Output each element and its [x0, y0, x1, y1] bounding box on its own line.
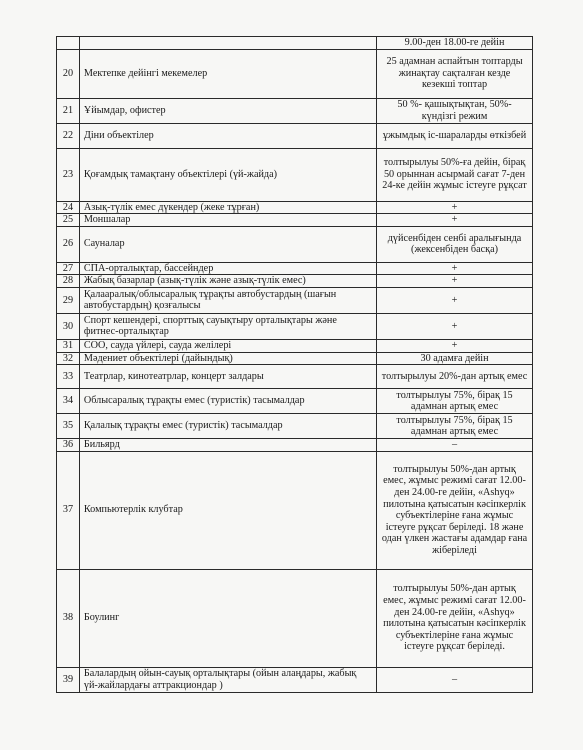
row-number: 37 [57, 451, 80, 569]
restriction-status: толтырылуы 50%-дан артық емес, жұмыс режимі сағат 12.00-ден 24.00-ге дейін, «Ashyq» пилотына қатысатын кәсіпкерлік субъектілеріне ғана жұмыс істеуге рұқсат беріледі. [377, 569, 533, 667]
row-number: 20 [57, 49, 80, 98]
facility-name: СОО, сауда үйлері, сауда желілері [79, 339, 376, 352]
facility-name: Боулинг [79, 569, 376, 667]
row-number: 30 [57, 313, 80, 339]
row-number: 21 [57, 98, 80, 123]
facility-name: Ұйымдар, офистер [79, 98, 376, 123]
facility-name: Қалааралық/облысаралық тұрақты автобустардың (шағын автобустардың) қозғалысы [79, 287, 376, 313]
restriction-status: + [377, 214, 533, 227]
restriction-status: ұжымдық іс-шараларды өткізбей [377, 123, 533, 148]
restriction-status: – [377, 439, 533, 452]
facility-name: Компьютерлік клубтар [79, 451, 376, 569]
restriction-status: 9.00-ден 18.00-ге дейін [377, 37, 533, 50]
table-row [57, 287, 533, 313]
facility-name: Мектепке дейінгі мекемелер [79, 49, 376, 98]
facility-name: Мәдениет объектілері (дайындық) [79, 352, 376, 365]
table-row [57, 569, 533, 667]
facility-name: Қалалық тұрақты емес (туристік) тасымалдар [79, 414, 376, 439]
restriction-status: толтырылуы 20%-дан артық емес [377, 365, 533, 389]
row-number: 39 [57, 667, 80, 692]
facility-name: Балалардың ойын-сауық орталықтары (ойын алаңдары, жабық үй-жайлардағы аттракциондар ) [79, 667, 376, 692]
restriction-status: толтырылуы 75%, бірақ 15 адамнан артық емес [377, 389, 533, 414]
row-number: 23 [57, 148, 80, 201]
restriction-status: + [377, 287, 533, 313]
row-number: 27 [57, 262, 80, 275]
table-row [57, 49, 533, 98]
table-row [57, 389, 533, 414]
facility-name: Азық-түлік емес дүкендер (жеке тұрған) [79, 201, 376, 214]
facility-name [79, 37, 376, 50]
table-row [57, 201, 533, 214]
table-row [57, 313, 533, 339]
restriction-status: толтырылуы 50%-ға дейін, бірақ 50 орыннан асырмай сағат 7-ден 24-ке дейін жұмыс істеуге рұқсат [377, 148, 533, 201]
facility-name: Моншалар [79, 214, 376, 227]
row-number: 24 [57, 201, 80, 214]
restriction-status: 25 адамнан аспайтын топтарды жинақтау сақталған кезде кезекші топтар [377, 49, 533, 98]
facility-name: СПА-орталықтар, бассейндер [79, 262, 376, 275]
restriction-status: + [377, 275, 533, 288]
table-row [57, 262, 533, 275]
facility-name: Сауналар [79, 226, 376, 262]
facility-name: Жабық базарлар (азық-түлік және азық-түлік емес) [79, 275, 376, 288]
row-number: 29 [57, 287, 80, 313]
restriction-status: + [377, 201, 533, 214]
table-row [57, 275, 533, 288]
table-row [57, 98, 533, 123]
row-number: 32 [57, 352, 80, 365]
row-number: 36 [57, 439, 80, 452]
restriction-status: – [377, 667, 533, 692]
table-row [57, 439, 533, 452]
table-row [57, 414, 533, 439]
facility-name: Облысаралық тұрақты емес (туристік) тасымалдар [79, 389, 376, 414]
facility-name: Діни объектілер [79, 123, 376, 148]
restriction-status: дүйсенбіден сенбі аралығында (жексенбіден басқа) [377, 226, 533, 262]
table-row [57, 352, 533, 365]
row-number: 34 [57, 389, 80, 414]
row-number: 31 [57, 339, 80, 352]
row-number: 33 [57, 365, 80, 389]
restrictions-table [56, 36, 533, 693]
restriction-status: толтырылуы 75%, бірақ 15 адамнан артық емес [377, 414, 533, 439]
table-row [57, 214, 533, 227]
table-row [57, 148, 533, 201]
row-number: 26 [57, 226, 80, 262]
restriction-status: 50 %- қашықтықтан, 50%- күндізгі режим [377, 98, 533, 123]
table-row [57, 339, 533, 352]
table-row [57, 123, 533, 148]
restriction-status: толтырылуы 50%-дан артық емес, жұмыс режимі сағат 12.00-ден 24.00-ге дейін, «Ashyq» пилотына қатысатын кәсіпкерлік субъектілеріне ғана жұмыс істеуге рұқсат беріледі. 18 және одан үлкен жастағы адамдар ғана жіберіледі [377, 451, 533, 569]
restriction-status: 30 адамға дейін [377, 352, 533, 365]
restriction-status: + [377, 262, 533, 275]
facility-name: Қоғамдық тамақтану объектілері (үй-жайда) [79, 148, 376, 201]
row-number: 35 [57, 414, 80, 439]
facility-name: Спорт кешендері, спорттық сауықтыру орталықтары және фитнес-орталықтар [79, 313, 376, 339]
row-number: 22 [57, 123, 80, 148]
restriction-status: + [377, 339, 533, 352]
table-row [57, 226, 533, 262]
row-number: 38 [57, 569, 80, 667]
restriction-status: + [377, 313, 533, 339]
row-number: 28 [57, 275, 80, 288]
row-number [57, 37, 80, 50]
table-row [57, 667, 533, 692]
table-row [57, 37, 533, 50]
table-row [57, 365, 533, 389]
row-number: 25 [57, 214, 80, 227]
table-row [57, 451, 533, 569]
facility-name: Театрлар, кинотеатрлар, концерт залдары [79, 365, 376, 389]
facility-name: Бильярд [79, 439, 376, 452]
